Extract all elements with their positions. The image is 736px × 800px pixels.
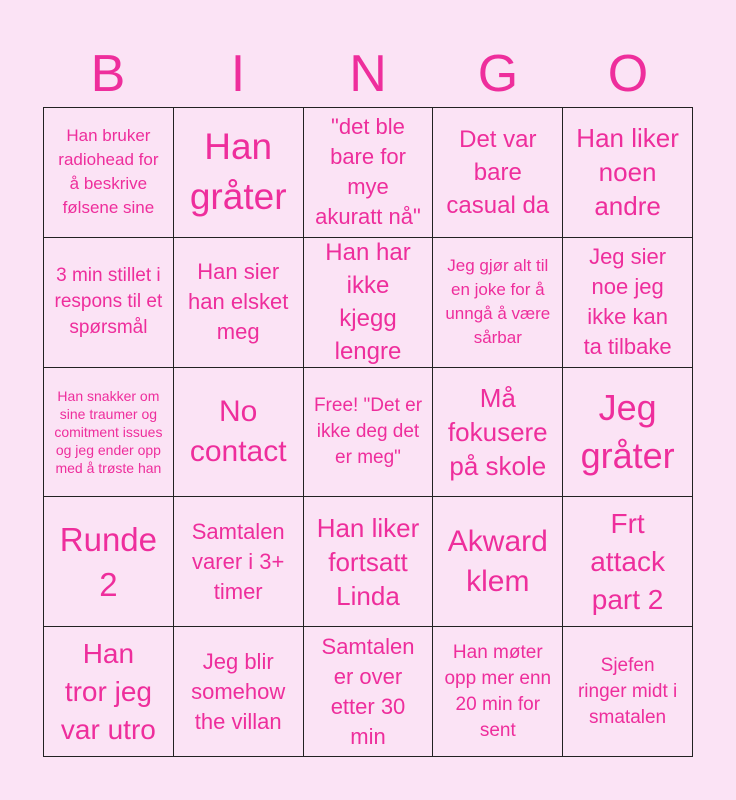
bingo-cell[interactable]: Sjefen ringer midt i smatalen <box>563 627 693 757</box>
bingo-cell[interactable]: Må fokusere på skole <box>433 368 563 498</box>
header-letter-b: B <box>90 45 126 103</box>
bingo-cell[interactable]: Han gråter <box>174 108 304 238</box>
bingo-header <box>43 40 693 108</box>
bingo-cell[interactable]: "det ble bare for mye akuratt nå" <box>304 108 434 238</box>
bingo-cell[interactable]: Han møter opp mer enn 20 min for sent <box>433 627 563 757</box>
bingo-cell[interactable]: Jeg gjør alt til en joke for å unngå å være sårbar <box>433 238 563 368</box>
bingo-cell[interactable]: Han bruker radiohead for å beskrive følsene sine <box>44 108 174 238</box>
bingo-cell[interactable]: Det var bare casual da <box>433 108 563 238</box>
bingo-cell[interactable]: Akward klem <box>433 497 563 627</box>
bingo-cell[interactable]: Frt attack part 2 <box>563 497 693 627</box>
bingo-cell[interactable]: Han tror jeg var utro <box>44 627 174 757</box>
bingo-cell[interactable]: Han liker fortsatt Linda <box>304 497 434 627</box>
bingo-cell[interactable]: Han sier han elsket meg <box>174 238 304 368</box>
bingo-cell[interactable]: Han snakker om sine traumer og comitment issues og jeg ender opp med å trøste han <box>44 368 174 498</box>
bingo-cell[interactable]: No contact <box>174 368 304 498</box>
bingo-cell[interactable]: Jeg gråter <box>563 368 693 498</box>
header-letter-g: G <box>477 45 519 103</box>
header-letter-n: N <box>349 45 387 103</box>
header-letter-o: O <box>607 45 649 103</box>
bingo-cell[interactable]: Samtalen er over etter 30 min <box>304 627 434 757</box>
bingo-cell[interactable]: Free! "Det er ikke deg det er meg" <box>304 368 434 498</box>
bingo-cell[interactable]: Jeg blir somehow the villan <box>174 627 304 757</box>
bingo-cell[interactable]: Jeg sier noe jeg ikke kan ta tilbake <box>563 238 693 368</box>
bingo-cell[interactable]: 3 min stillet i respons til et spørsmål <box>44 238 174 368</box>
bingo-cell[interactable]: Han har ikke kjegg lengre <box>304 238 434 368</box>
header-letter-i: I <box>230 45 246 103</box>
bingo-cell[interactable]: Han liker noen andre <box>563 108 693 238</box>
bingo-cell[interactable]: Runde 2 <box>44 497 174 627</box>
bingo-cell[interactable]: Samtalen varer i 3+ timer <box>174 497 304 627</box>
bingo-grid <box>43 107 693 757</box>
